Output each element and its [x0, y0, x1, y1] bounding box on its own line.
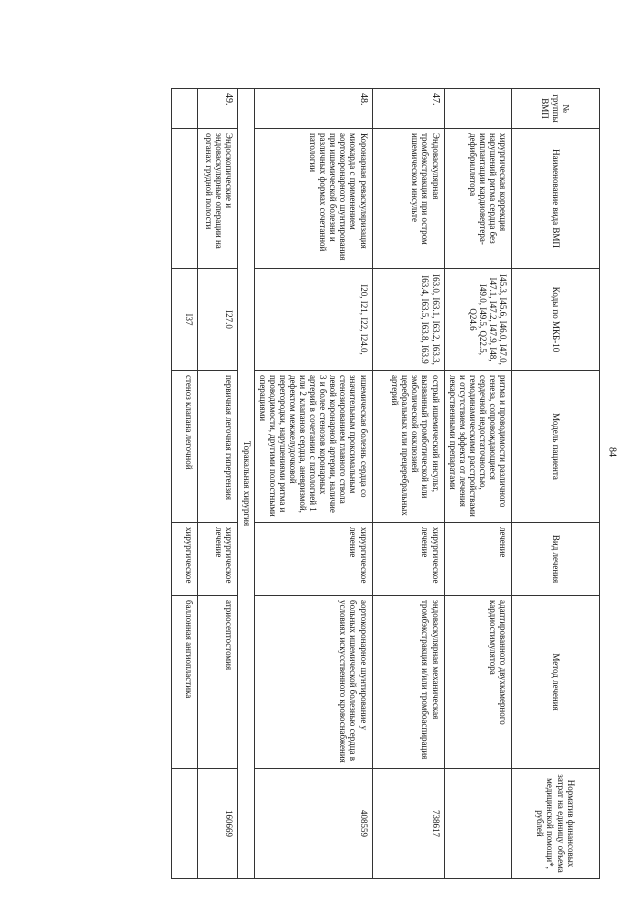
- table-row: [254, 89, 372, 879]
- cell-group: [444, 89, 511, 129]
- table-row: [372, 89, 444, 879]
- cell-norm: [171, 769, 197, 879]
- cell-norm: 160669: [197, 769, 237, 879]
- cell-method: адаптированного двухкамерного кардиостимулятора: [444, 596, 511, 769]
- cell-norm: [444, 769, 511, 879]
- section-title: Торакальная хирургия: [237, 89, 254, 879]
- cell-group: [171, 89, 197, 129]
- cell-group: 49.: [197, 89, 237, 129]
- cell-codes: I63.0, I63.1, I63.2, I63.3, I63.4, I63.5, I63.8, I63.9: [372, 269, 444, 371]
- cell-model: острый ишемический инсульт, вызванный тромботической или эмболической окклюзией церебральных или прецеребральных артерий: [372, 371, 444, 523]
- cell-model: стеноз клапана легочной: [171, 371, 197, 523]
- header-codes: Коды по МКБ-10: [512, 269, 600, 371]
- cell-type: хирургическое лечение: [254, 523, 372, 596]
- cell-method: атриосептостомия: [197, 596, 237, 769]
- table-header-row: [512, 89, 600, 879]
- table-row: [197, 89, 237, 879]
- header-group: № группы ВМП: [512, 89, 600, 129]
- cell-codes: I37: [171, 269, 197, 371]
- cell-type: хирургическое лечение: [372, 523, 444, 596]
- cell-model: ишемическая болезнь сердца со значительным проксимальным стенозированием главного ствола левой коронарной артерии, наличие 3 и более стенозов коронарных артерий в сочетании с патологией 1 или 2 клапанов сердца, аневризмой, дефектом межжелудочковой перегородки, нарушениями ритма и проводимости, другими полостными операциями: [254, 371, 372, 523]
- header-model: Модель пациента: [512, 371, 600, 523]
- cell-method: аортокоронарное шунтирование у больных ишемической болезнью сердца в условиях искусственного кровоснабжения: [254, 596, 372, 769]
- section-title-row: [237, 89, 254, 879]
- cell-codes: I20, I21, I22, I24.0,: [254, 269, 372, 371]
- cell-norm: 408559: [254, 769, 372, 879]
- cell-name: Эндоваскулярная тромбэкстракция при остром ишемическом инсульте: [372, 129, 444, 269]
- table-row: [171, 89, 197, 879]
- cell-name: Эндоскопические и эндоваскулярные операции на органах грудной полости: [197, 129, 237, 269]
- cell-model: ритма и проводимости различного генеза, сопровождающиеся сердечной недостаточностью, гемодинамическими расстройствами и отсутствием эффекта от лечения лекарственными препаратами: [444, 371, 511, 523]
- cell-name: Коронарная реваскуляризация миокарда с применением аортокоронарного шунтирования при ишемической болезни и различных формах сочетанной патологии: [254, 129, 372, 269]
- cell-group: 47.: [372, 89, 444, 129]
- vmp-table: [171, 88, 600, 879]
- cell-codes: I45.3, I45.6, I46.0, I47.0, I47.1, I47.2, I47.9, I48, I49.0, I49.5, Q22.5, Q24.6: [444, 269, 511, 371]
- page-number: 84: [606, 447, 618, 457]
- cell-group: 48.: [254, 89, 372, 129]
- header-name: Наименование вида ВМП: [512, 129, 600, 269]
- cell-name: [171, 129, 197, 269]
- cell-norm: 738617: [372, 769, 444, 879]
- cell-type: хирургическое лечение: [197, 523, 237, 596]
- cell-model: первичная легочная гипертензия: [197, 371, 237, 523]
- rotated-table-container: [82, 88, 600, 878]
- cell-method: эндоваскулярная механическая тромбэкстракция и/или тромбоаспирация: [372, 596, 444, 769]
- cell-type: хирургическое: [171, 523, 197, 596]
- cell-type: лечение: [444, 523, 511, 596]
- header-method: Метод лечения: [512, 596, 600, 769]
- cell-method: баллонная ангиопластика: [171, 596, 197, 769]
- header-type: Вид лечения: [512, 523, 600, 596]
- cell-codes: I27.0: [197, 269, 237, 371]
- table-row: [444, 89, 511, 879]
- header-norm: Норматив финансовых затрат на единицу объема медицинской помощи*, рублей: [512, 769, 600, 879]
- cell-name: хирургическая коррекция нарушений ритма сердца без имплантации кардиовертера-дефибриллятора: [444, 129, 511, 269]
